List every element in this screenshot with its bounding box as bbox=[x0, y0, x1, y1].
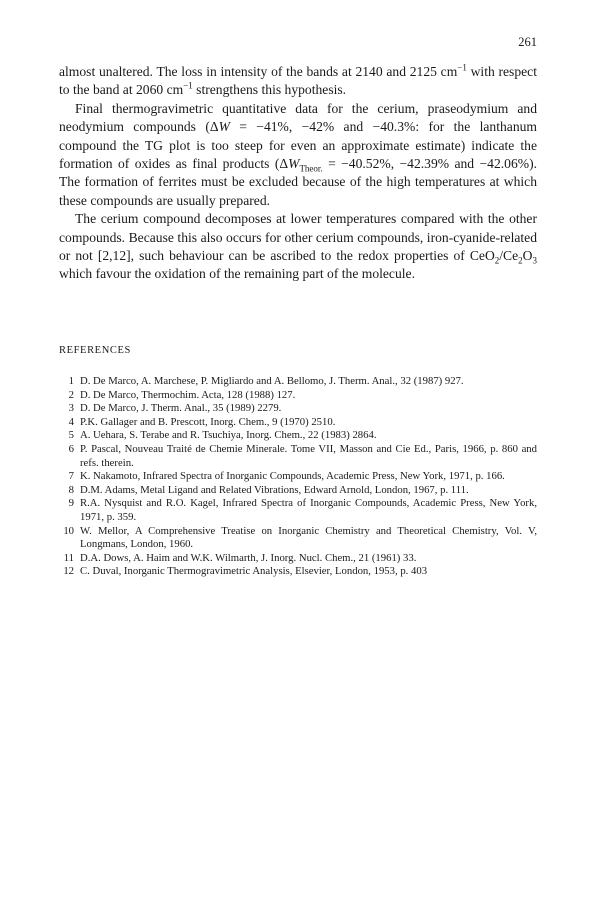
reference-text: D. De Marco, A. Marchese, P. Migliardo and A. Bellomo, J. Therm. Anal., 32 (1987) 927. bbox=[80, 375, 464, 387]
reference-number: 8 bbox=[68, 483, 74, 496]
references-heading: REFERENCES bbox=[59, 345, 131, 356]
body-paragraph bbox=[59, 210, 537, 284]
reference-item bbox=[59, 484, 537, 498]
text-run: 2 bbox=[518, 255, 523, 266]
reference-text: C. Duval, Inorganic Thermogravimetric Analysis, Elsevier, London, 1953, p. 403 bbox=[80, 565, 428, 578]
reference-number: 4 bbox=[68, 415, 74, 428]
reference-number: 3 bbox=[68, 402, 74, 415]
text-run: −1 bbox=[183, 80, 193, 91]
reference-item bbox=[59, 429, 537, 443]
text-run: /Ce bbox=[499, 248, 519, 264]
reference-number: 9 bbox=[68, 497, 74, 510]
reference-list bbox=[59, 375, 537, 579]
body-paragraph bbox=[59, 100, 537, 210]
reference-item bbox=[59, 416, 537, 430]
reference-text: D. De Marco, Thermochim. Acta, 128 (1988) 127. bbox=[80, 388, 296, 401]
reference-number: 10 bbox=[63, 524, 74, 537]
reference-text: A. Uehara, S. Terabe and R. Tsuchiya, Inorg. Chem., 22 (1983) 2864. bbox=[80, 429, 377, 442]
reference-item bbox=[59, 470, 537, 484]
text-run: = −41%, −42% and −40.3%: for the lanthanum compound the TG plot is too steep for even an approximate estimate) indicate the formation of oxides as final products (Δ bbox=[59, 119, 537, 172]
reference-item bbox=[59, 375, 537, 389]
text-run: W bbox=[218, 119, 230, 135]
reference-text: P.K. Gallager and B. Prescott, Inorg. Chem., 9 (1970) 2510. bbox=[80, 415, 336, 428]
page-number: 261 bbox=[518, 35, 537, 49]
reference-number: 1 bbox=[68, 375, 74, 387]
text-run: = −40.52%, −42.39% and −42.06%). The formation of ferrites must be excluded because of the high temperatures at which these compounds are usually prepared. bbox=[59, 156, 537, 208]
reference-text: K. Nakamoto, Infrared Spectra of Inorganic Compounds, Academic Press, New York, 1971, p. 166. bbox=[80, 470, 505, 483]
reference-number: 11 bbox=[63, 551, 74, 564]
reference-item bbox=[59, 552, 537, 566]
reference-text: D. De Marco, J. Therm. Anal., 35 (1989) 2279. bbox=[80, 402, 282, 415]
reference-item bbox=[59, 565, 537, 579]
reference-number: 12 bbox=[63, 565, 74, 578]
text-run: almost unaltered. The loss in intensity of the bands at 2140 and 2125 cm bbox=[59, 64, 458, 79]
text-run: 2 bbox=[494, 255, 500, 266]
reference-item bbox=[59, 443, 537, 470]
reference-text: D.A. Dows, A. Haim and W.K. Wilmarth, J. Inorg. Nucl. Chem., 21 (1961) 33. bbox=[80, 551, 417, 564]
reference-number: 2 bbox=[68, 388, 74, 401]
text-run: Final thermogravimetric quantitative data for the cerium, praseodymium and neodymium compounds (Δ bbox=[59, 100, 537, 135]
text-run: O bbox=[522, 248, 533, 264]
reference-text: R.A. Nysquist and R.O. Kagel, Infrared Spectra of Inorganic Compounds, Academic Press, New York, 1971, p. 359. bbox=[80, 497, 537, 523]
text-run: 3 bbox=[532, 255, 537, 266]
reference-text: P. Pascal, Nouveau Traité de Chemie Minerale. Tome VII, Masson and Cie Ed., Paris, 1966, p. 860 and refs. therein. bbox=[80, 442, 537, 469]
reference-text: W. Mellor, A Comprehensive Treatise on Inorganic Chemistry and Theoretical Chemistry, Vol. V, Longmans, London, 1960. bbox=[80, 524, 537, 551]
reference-item bbox=[59, 525, 537, 552]
text-run: strengthens this hypothesis. bbox=[192, 82, 347, 98]
text-run: The cerium compound decomposes at lower temperatures compared with the other compounds. Because this also occurs for other cerium compounds, iron-cyanide-related or not [2,12], such behaviour can be ascribed to the redox properties of CeO bbox=[59, 211, 537, 264]
body-text bbox=[59, 63, 537, 284]
reference-number: 6 bbox=[68, 442, 74, 455]
reference-number: 5 bbox=[68, 429, 74, 442]
reference-item bbox=[59, 402, 537, 416]
reference-item bbox=[59, 389, 537, 403]
reference-number: 7 bbox=[68, 470, 74, 483]
text-run: W bbox=[288, 156, 300, 172]
text-run: with respect to the band at 2060 cm bbox=[59, 64, 537, 98]
reference-item bbox=[59, 497, 537, 524]
text-run: −1 bbox=[457, 62, 467, 73]
reference-text: D.M. Adams, Metal Ligand and Related Vibrations, Edward Arnold, London, 1967, p. 111. bbox=[80, 483, 469, 496]
text-run: which favour the oxidation of the remaining part of the molecule. bbox=[59, 266, 415, 282]
body-paragraph bbox=[59, 63, 537, 100]
text-run: Theor. bbox=[299, 163, 323, 174]
